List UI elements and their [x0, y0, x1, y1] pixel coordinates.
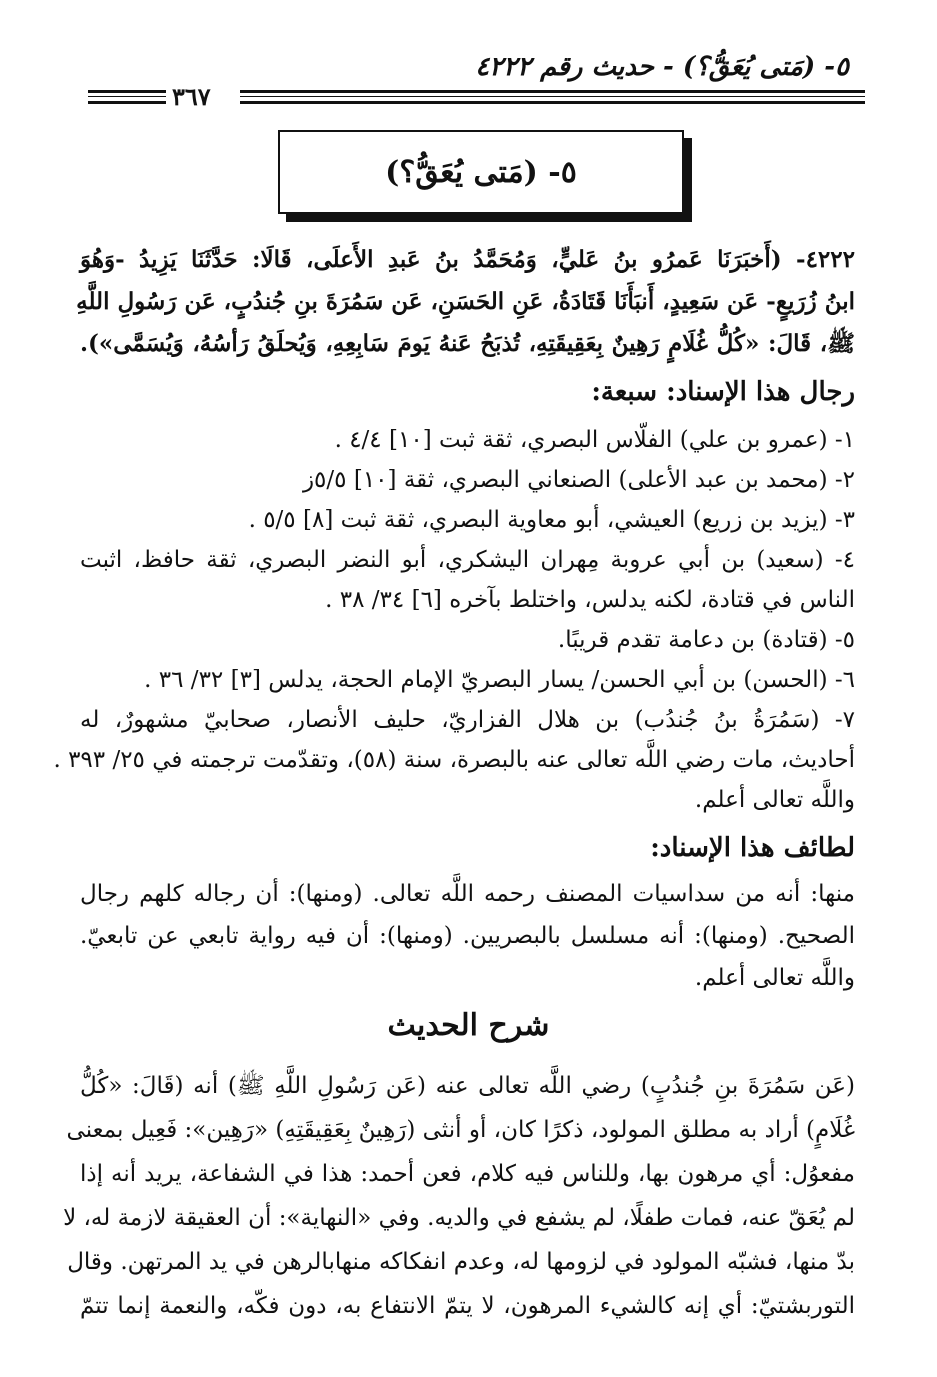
hadith-text: ٤٢٢٢- (أَخبَرَنَا عَمرُو بنُ عَليٍّ، وَمُحَمَّدُ بنُ عَبدِ الأَعلَى، قَالَا: حَدَّثَنَا يَزِيدُ -وَهُوَ: [80, 246, 855, 273]
sharh-heading: شرح الحديث: [387, 1008, 550, 1043]
hadith-text: ابنُ زُرَيعٍ- عَن سَعِيدٍ، أَنبَأَنَا قَتَادَةُ، عَنِ الحَسَنِ، عَن سَمُرَةَ بنِ جُندُبٍ، عَن رَسُولِ اللَّهِ: [76, 288, 855, 315]
narrator-entry: ٧- (سَمُرَةُ بنُ جُندُب) بن هلال الفزاريّ، حليف الأنصار، صحابيّ مشهورٌ، له: [80, 707, 855, 733]
lataif-text: الصحيح. (ومنها): أنه مسلسل بالبصريين. (ومنها): أن فيه رواية تابعي عن تابعيّ.: [80, 923, 855, 949]
narrator-entry: ٤- (سعيد) بن أبي عروبة مِهران اليشكري، أبو النضر البصري، ثقة حافظ، اثبت: [80, 547, 855, 573]
isnad-heading: رجال هذا الإسناد: سبعة:: [591, 377, 855, 407]
narrator-entry: ٦- (الحسن) بن أبي الحسن/ يسار البصريّ الإمام الحجة، يدلس [٣] ٣٢/ ٣٦ .: [144, 667, 855, 693]
sharh-text: غُلَامٍ) أراد به مطلق المولود، ذكرًا كان، أو أنثى (رَهِينٌ بِعَقِيقَتِهِ) «رَهِين»: فَعِيل بمعنى: [66, 1117, 855, 1143]
chapter-title-box: [278, 130, 684, 214]
chapter-title: ٥- (مَتى يُعَقُّ؟): [385, 154, 577, 190]
lataif-heading: لطائف هذا الإسناد:: [650, 833, 855, 863]
lataif-text: منها: أنه من سداسيات المصنف رحمه اللَّه تعالى. (ومنها): أن رجاله كلهم رجال: [80, 881, 855, 907]
narrator-entry: ٥- (قتادة) بن دعامة تقدم قريبًا.: [557, 627, 855, 653]
hadith-text: ﷺ، قَالَ: «كُلُّ غُلَامٍ رَهِينٌ بِعَقِيقَتِهِ، تُذبَحُ عَنهُ يَومَ سَابِعِهِ، وَيُحلَقُ رَأسُهُ، وَيُسَمَّى»).: [80, 330, 855, 357]
narrator-entry: ٣- (يزيد بن زريع) العيشي، أبو معاوية البصري، ثقة ثبت [٨] ٥/٥ .: [248, 507, 855, 533]
narrator-entry: ٢- (محمد بن عبد الأعلى) الصنعاني البصري، ثقة [١٠] ٥/٥ز: [302, 467, 855, 493]
header-rule: [88, 101, 166, 104]
header-rule: [240, 90, 865, 93]
sharh-text: (عَن سَمُرَةَ بنِ جُندُبٍ) رضي اللَّه تعالى عنه (عَن رَسُولِ اللَّهِ ﷺ) أنه (قَالَ: «كُلُّ: [80, 1073, 855, 1099]
narrator-entry: واللَّه تعالى أعلم.: [694, 787, 855, 813]
sharh-text: بدّ منها، فشبّه المولود في لزومها له، وعدم انفكاكه منهابالرهن في يد المرتهن. وقال: [67, 1249, 855, 1275]
header-rule: [88, 96, 166, 97]
header-rule: [88, 90, 166, 93]
narrator-entry: ١- (عمرو بن علي) الفلّاس البصري، ثقة ثبت [١٠] ٤/٤ .: [334, 427, 855, 453]
running-header: ٥- (مَتى يُعَقُّ؟) - حديث رقم ٤٢٢٢: [475, 52, 849, 82]
sharh-text: لم يُعَقّ عنه، فمات طفلًا، لم يشفع في والديه. وفي «النهاية»: أن العقيقة لازمة له، لا: [63, 1205, 855, 1231]
header-rule: [240, 96, 865, 97]
sharh-text: التوربشتيّ: أي إنه كالشيء المرهون، لا يتمّ الانتفاع به، دون فكّه، والنعمة إنما تتمّ: [80, 1293, 855, 1319]
header-rule: [240, 101, 865, 104]
narrator-entry: أحاديث، مات رضي اللَّه تعالى عنه بالبصرة، سنة (٥٨)، وتقدّمت ترجمته في ٢٥/ ٣٩٣ .: [53, 747, 855, 773]
sharh-text: مفعوُل: أي مرهون بها، وللناس فيه كلام، فعن أحمد: هذا في الشفاعة، يريد أنه إذا: [80, 1161, 855, 1187]
page-number: ٣٦٧: [172, 82, 211, 111]
narrator-entry: الناس في قتادة، لكنه يدلس، واختلط بآخره [٦] ٣٤/ ٣٨ .: [325, 587, 855, 613]
lataif-text: واللَّه تعالى أعلم.: [694, 965, 855, 991]
